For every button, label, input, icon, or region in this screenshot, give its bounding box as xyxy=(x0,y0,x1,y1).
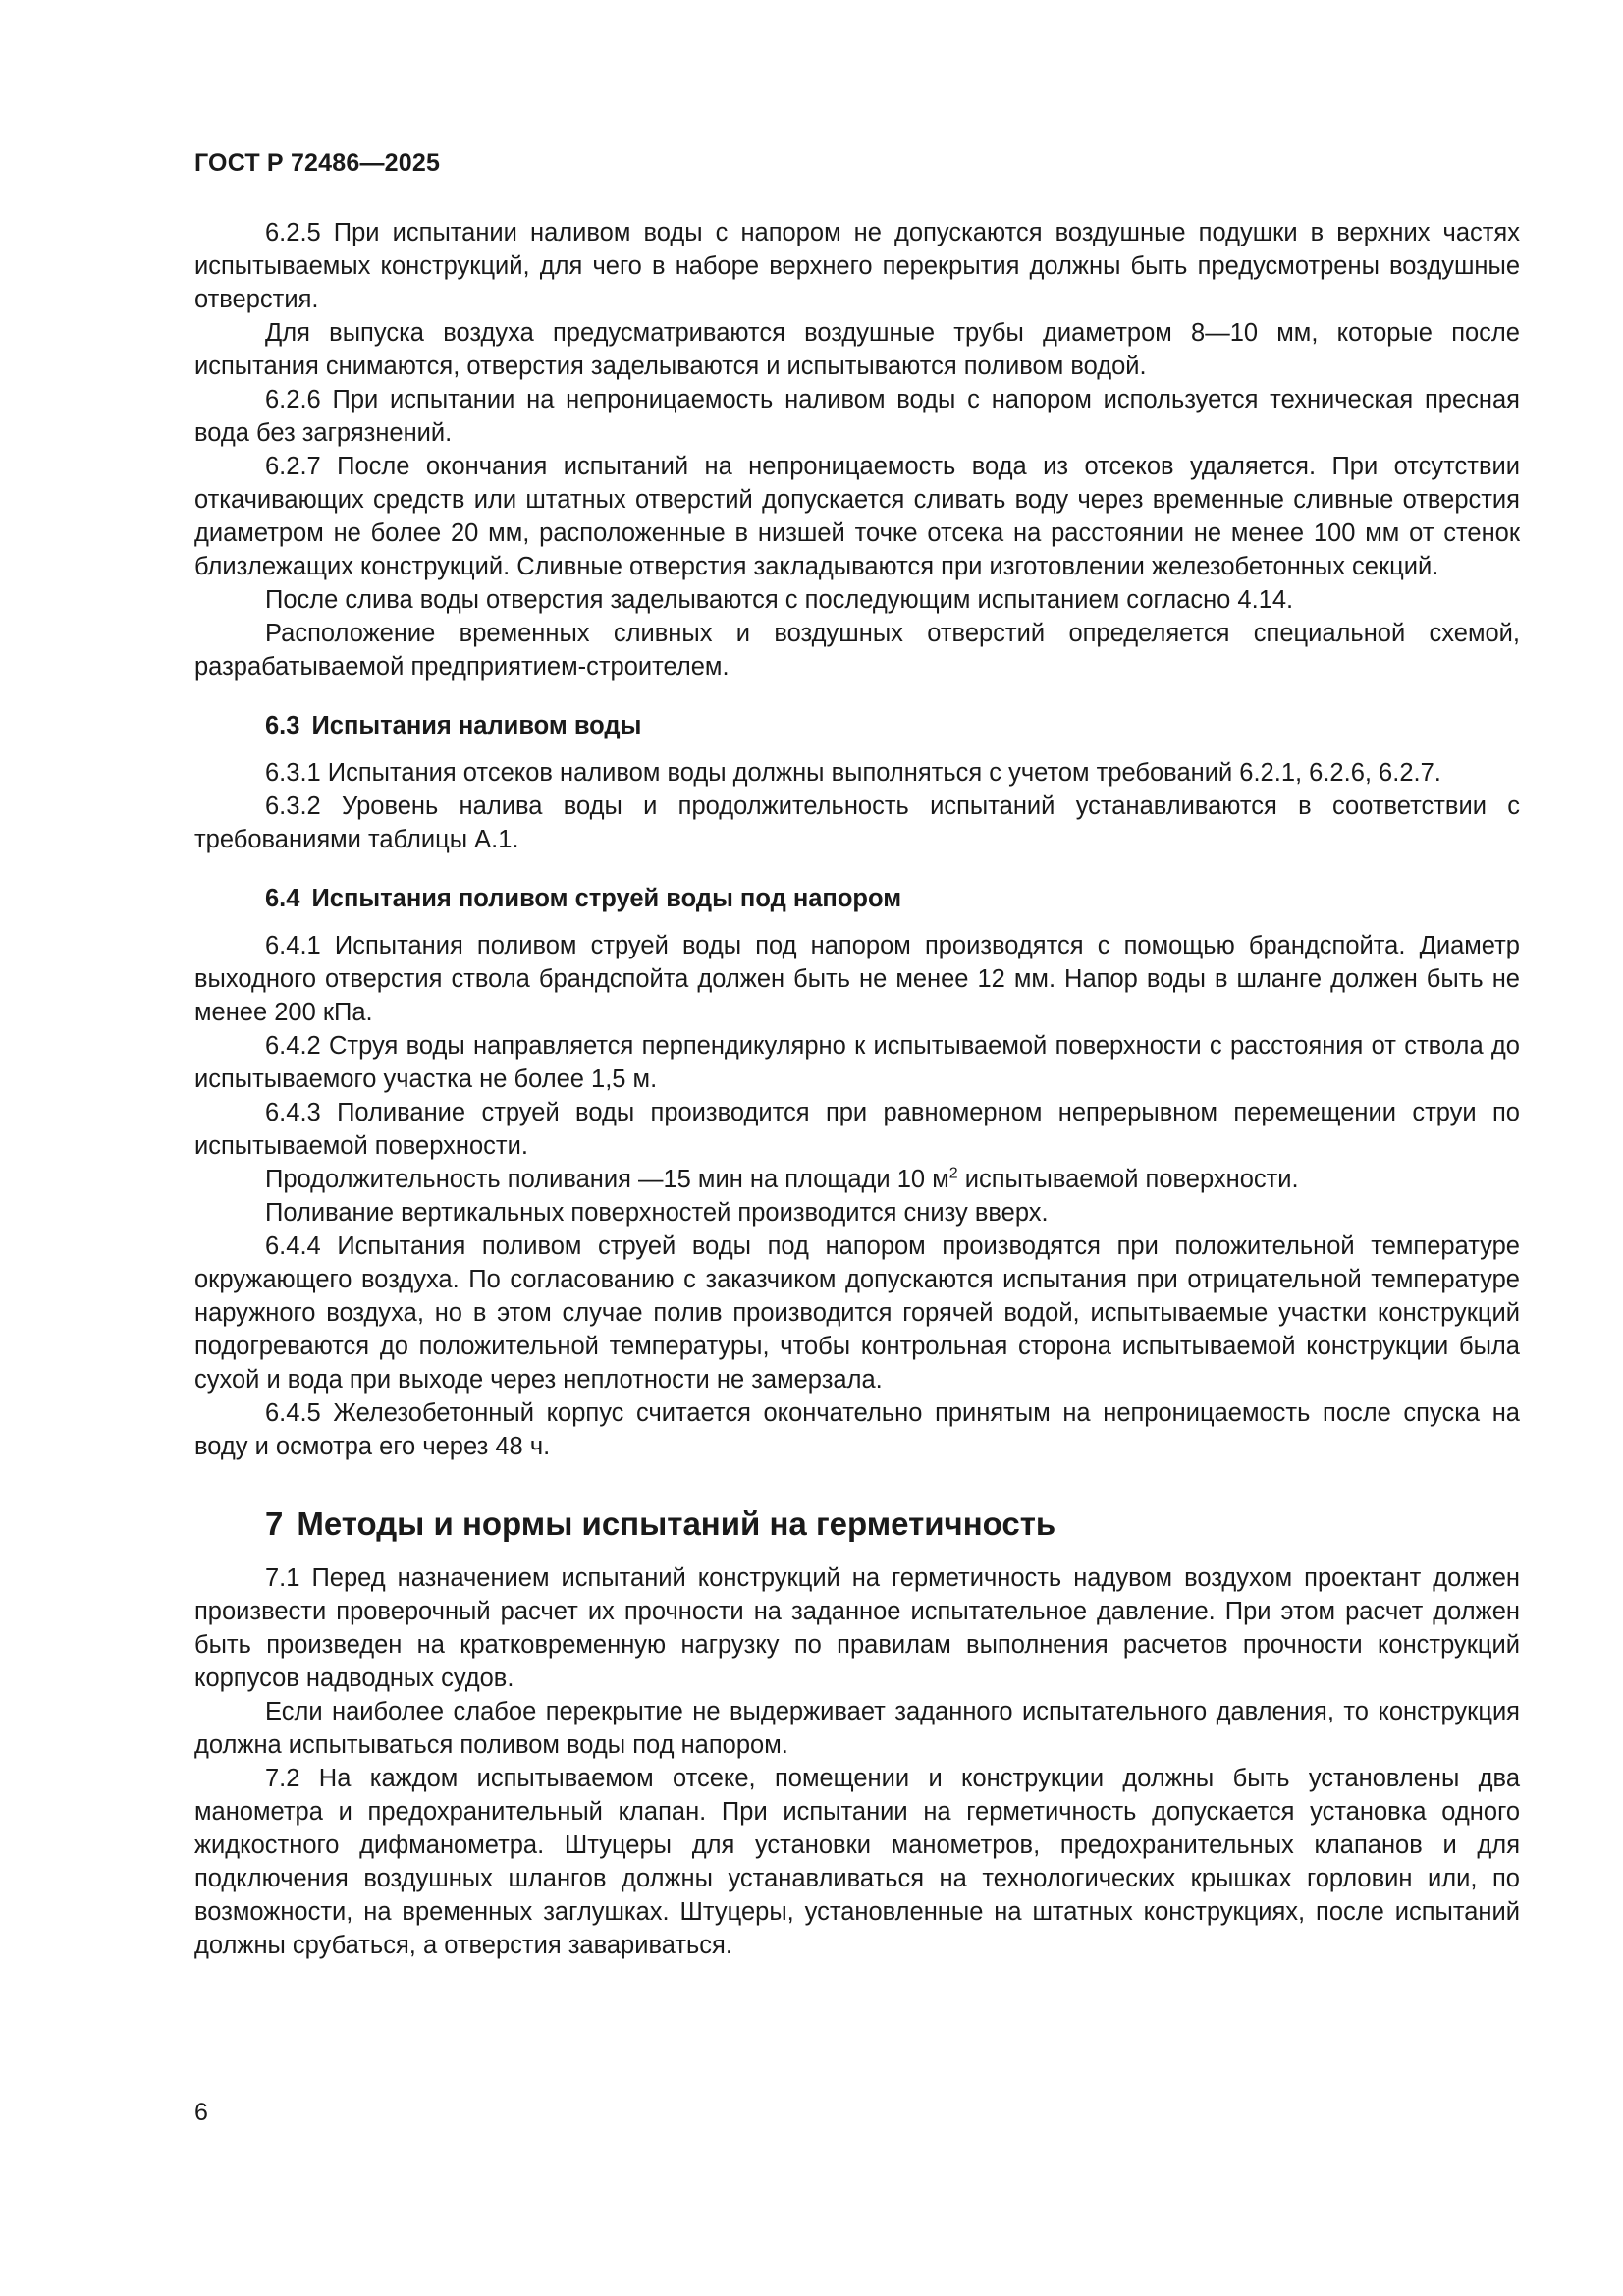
paragraph-6-2-5: 6.2.5 При испытании наливом воды с напором не допускаются воздушные подушки в верхних частях испытываемых конструкций, для чего в наборе верхнего перекрытия должны быть предусмотрены воздушные отверстия. xyxy=(194,219,1520,313)
duration-text-tail: испытываемой поверхности. xyxy=(957,1166,1299,1193)
duration-text: Продолжительность поливания —15 мин на площади 10 м xyxy=(265,1166,949,1193)
paragraph-7-2: 7.2 На каждом испытываемом отсеке, помещении и конструкции должны быть установлены два манометра и предохранительный клапан. При испытании на герметичность допускается установка одного жидкостного дифманометра. Штуцеры для установки манометров, предохранительных клапанов и для подключения воздушных шлангов должны устанавливаться на технологических крышках горловин или, по возможности, на временных заглушках. Штуцеры, установленные на штатных конструкциях, после испытаний должны срубаться, а отверстия завариваться. xyxy=(194,1765,1520,1959)
paragraph-air-pipes: Для выпуска воздуха предусматриваются воздушные трубы диаметром 8—10 мм, которые после испытания снимаются, отверстия заделываются и испытываются поливом водой. xyxy=(194,319,1520,380)
paragraph-6-3-1: 6.3.1 Испытания отсеков наливом воды должны выполняться с учетом требований 6.2.1, 6.2.6, 6.2.7. xyxy=(265,759,1441,787)
paragraph-drain-sealing: После слива воды отверстия заделываются с последующим испытанием согласно 4.14. xyxy=(265,586,1294,614)
subsection-title: Испытания поливом струей воды под напором xyxy=(311,885,902,912)
section-title: Методы и нормы испытаний на герметичность xyxy=(297,1505,1056,1542)
paragraph-vertical-surfaces: Поливание вертикальных поверхностей производится снизу вверх. xyxy=(265,1199,1049,1227)
paragraph-7-1: 7.1 Перед назначением испытаний конструкций на герметичность надувом воздухом проектант должен произвести проверочный расчет их прочности на заданное испытательное давление. При этом расчет должен быть произведен на кратковременную нагрузку по правилам выполнения расчетов прочности конструкций корпусов надводных судов. xyxy=(194,1564,1520,1692)
paragraph-holes-layout: Расположение временных сливных и воздушных отверстий определяется специальной схемой, разрабатываемой предприятием-строителем. xyxy=(194,620,1520,681)
paragraph-duration xyxy=(194,1163,1520,1196)
subsection-title: Испытания наливом воды xyxy=(311,712,642,739)
page-number: 6 xyxy=(194,2099,208,2126)
paragraph-6-2-7: 6.2.7 После окончания испытаний на непроницаемость вода из отсеков удаляется. При отсутствии откачивающих средств или штатных отверстий допускается сливать воду через временные сливные отверстия диаметром не более 20 мм, расположенные в низшей точке отсека на расстоянии не менее 100 мм от стенок близлежащих конструкций. Сливные отверстия закладываются при изготовлении железобетонных секций. xyxy=(194,453,1520,580)
paragraph-6-4-1: 6.4.1 Испытания поливом струей воды под напором производятся с помощью брандспойта. Диаметр выходного отверстия ствола брандспойта должен быть не менее 12 мм. Напор воды в шланге должен быть не менее 200 кПа. xyxy=(194,932,1520,1026)
subsection-heading-6-4 xyxy=(265,882,1520,915)
subsection-number: 6.3 xyxy=(265,712,300,739)
paragraph-6-2-6: 6.2.6 При испытании на непроницаемость наливом воды с напором используется техническая пресная вода без загрязнений. xyxy=(194,386,1520,447)
section-heading-7 xyxy=(265,1504,1520,1544)
square-exponent: 2 xyxy=(948,1165,958,1182)
paragraph-6-4-4: 6.4.4 Испытания поливом струей воды под напором производятся при положительной температуре окружающего воздуха. По согласованию с заказчиком допускаются испытания при отрицательной температуре наружного воздуха, но в этом случае полив производится горячей водой, испытываемые участки конструкций подогреваются до положительной температуры, чтобы контрольная сторона испытываемой конструкции была сухой и вода при выходе через неплотности не замерзала. xyxy=(194,1232,1520,1394)
section-number: 7 xyxy=(265,1505,284,1542)
document-id-header: ГОСТ Р 72486—2025 xyxy=(194,149,441,177)
subsection-number: 6.4 xyxy=(265,885,300,912)
paragraph-6-3-2: 6.3.2 Уровень налива воды и продолжительность испытаний устанавливаются в соответствии с требованиями таблицы А.1. xyxy=(194,793,1520,853)
subsection-heading-6-3 xyxy=(265,709,1520,742)
document-page xyxy=(194,147,1520,1962)
paragraph-6-4-2: 6.4.2 Струя воды направляется перпендикулярно к испытываемой поверхности с расстояния от ствола до испытываемого участка не более 1,5 м. xyxy=(194,1032,1520,1093)
paragraph-6-4-3: 6.4.3 Поливание струей воды производится при равномерном непрерывном перемещении струи по испытываемой поверхности. xyxy=(194,1099,1520,1160)
paragraph-6-4-5: 6.4.5 Железобетонный корпус считается окончательно принятым на непроницаемость после спуска на воду и осмотра его через 48 ч. xyxy=(194,1399,1520,1460)
paragraph-weak-deck: Если наиболее слабое перекрытие не выдерживает заданного испытательного давления, то конструкция должна испытываться поливом воды под напором. xyxy=(194,1698,1520,1759)
